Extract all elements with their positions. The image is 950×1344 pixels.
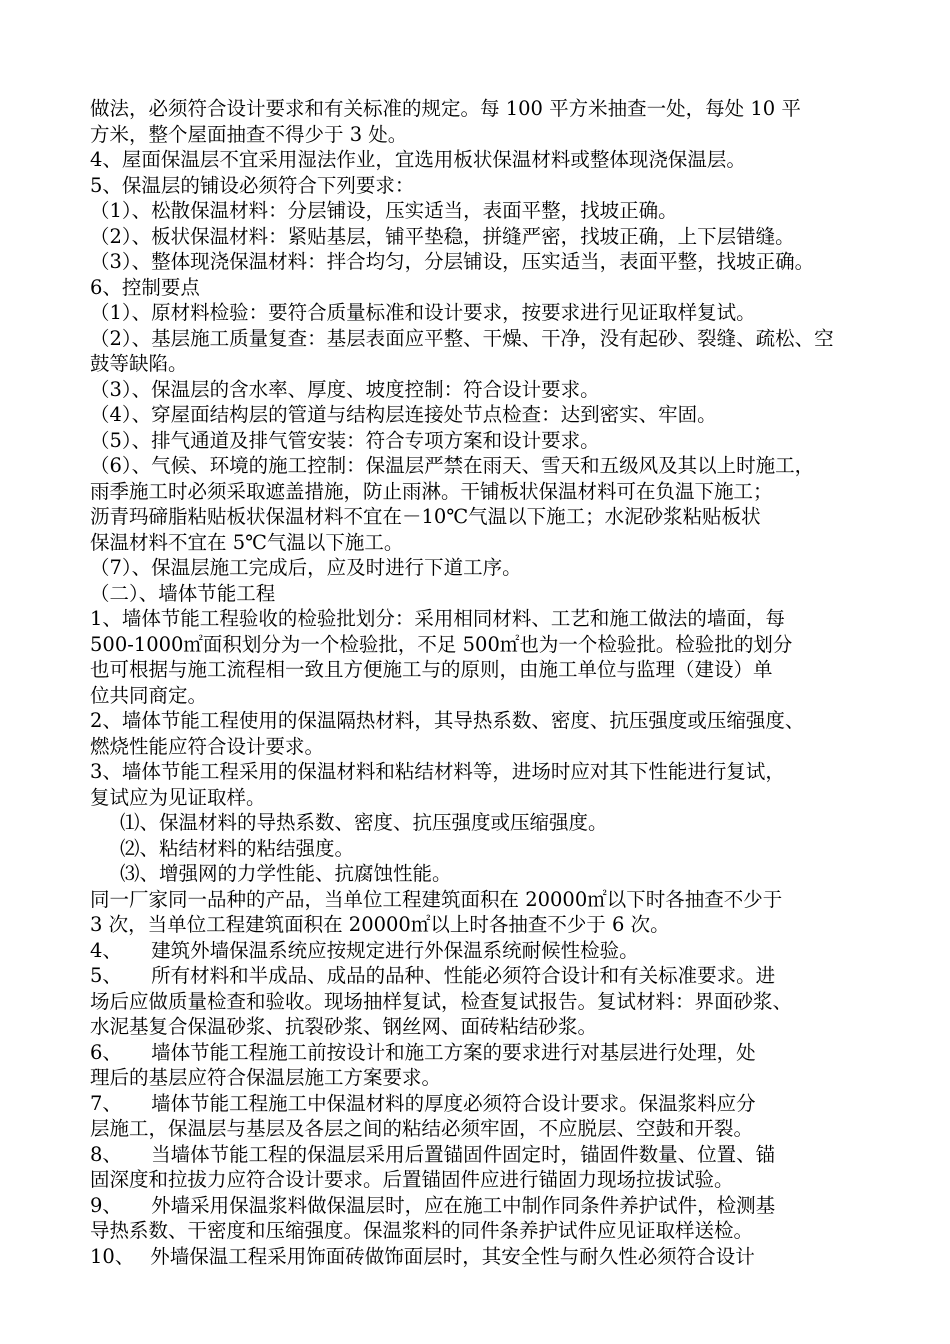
text-line: 场后应做质量检查和验收。现场抽样复试，检查复试报告。复试材料：界面砂浆、: [90, 989, 793, 1013]
text-line: 8、 当墙体节能工程的保温层采用后置锚固件固定时，锚固件数量、位置、锚: [90, 1142, 776, 1166]
text-line: 4、 建筑外墙保温系统应按规定进行外保温系统耐候性检验。: [90, 938, 639, 962]
text-line: 复试应为见证取样。: [90, 785, 266, 809]
text-line: 做法，必须符合设计要求和有关标准的规定。每 100 平方米抽查一处，每处 10 平: [90, 97, 801, 120]
text-line: （二）、墙体节能工程: [90, 581, 276, 605]
text-line: （5）、排气通道及排气管安装：符合专项方案和设计要求。: [90, 428, 600, 452]
text-line: 6、控制要点: [90, 275, 200, 299]
text-line: ⑴、保温材料的导热系数、密度、抗压强度或压缩强度。: [120, 811, 608, 834]
text-line: 1、墙体节能工程验收的检验批划分：采用相同材料、工艺和施工做法的墙面，每: [90, 607, 785, 630]
text-line: 同一厂家同一品种的产品，当单位工程建筑面积在 20000㎡以下时各抽查不少于: [90, 887, 783, 911]
text-line: （3）、保温层的含水率、厚度、坡度控制：符合设计要求。: [90, 377, 600, 401]
text-line: 导热系数、干密度和压缩强度。保温浆料的同件条养护试件应见证取样送检。: [90, 1219, 754, 1242]
text-line: ⑶、增强网的力学性能、抗腐蚀性能。: [120, 862, 452, 885]
text-line: 500-1000㎡面积划分为一个检验批，不足 500㎡也为一个检验批。检验批的划分: [90, 632, 793, 656]
text-line: 10、 外墙保温工程采用饰面砖做饰面层时，其安全性与耐久性必须符合设计: [90, 1244, 755, 1268]
text-line: 4、屋面保温层不宜采用湿法作业，宜选用板状保温材料或整体现浇保温层。: [90, 148, 746, 171]
text-line: 燃烧性能应符合设计要求。: [90, 734, 325, 758]
text-line: 雨季施工时必须采取遮盖措施，防止雨淋。干铺板状保温材料可在负温下施工；: [90, 479, 773, 503]
text-line: 方米，整个屋面抽查不得少于 3 处。: [90, 122, 408, 146]
text-line: （4）、穿屋面结构层的管道与结构层连接处节点检查：达到密实、牢固。: [90, 403, 717, 426]
text-line: （1）、松散保温材料：分层铺设，压实适当，表面平整，找坡正确。: [90, 199, 678, 222]
text-line: 保温材料不宜在 5℃气温以下施工。: [90, 530, 404, 554]
document-body: [90, 96, 862, 1269]
text-line: 固深度和拉拔力应符合设计要求。后置锚固件应进行锚固力现场拉拔试验。: [90, 1168, 734, 1191]
text-line: 层施工，保温层与基层及各层之间的粘结必须牢固，不应脱层、空鼓和开裂。: [90, 1117, 754, 1140]
text-line: 5、 所有材料和半成品、成品的品种、性能必须符合设计和有关标准要求。进: [90, 964, 776, 987]
text-line: ⑵、粘结材料的粘结强度。: [120, 836, 355, 860]
text-line: 3 次，当单位工程建筑面积在 20000㎡以上时各抽查不少于 6 次。: [90, 913, 670, 936]
text-line: 6、 墙体节能工程施工前按设计和施工方案的要求进行对基层进行处理，处: [90, 1040, 756, 1064]
text-line: 2、墙体节能工程使用的保温隔热材料，其导热系数、密度、抗压强度或压缩强度、: [90, 709, 805, 732]
text-line: 理后的基层应符合保温层施工方案要求。: [90, 1066, 442, 1089]
text-line: （2）、板状保温材料：紧贴基层，铺平垫稳，拼缝严密，找坡正确，上下层错缝。: [90, 224, 795, 248]
text-line: 9、 外墙采用保温浆料做保温层时，应在施工中制作同条件养护试件，检测基: [90, 1193, 776, 1217]
text-line: （1）、原材料检验：要符合质量标准和设计要求，按要求进行见证取样复试。: [90, 301, 756, 324]
text-line: 5、保温层的铺设必须符合下列要求：: [90, 173, 415, 197]
text-line: 鼓等缺陷。: [90, 352, 188, 375]
text-line: 水泥基复合保温砂浆、抗裂砂浆、钢丝网、面砖粘结砂浆。: [90, 1015, 598, 1038]
text-line: （2）、基层施工质量复查：基层表面应平整、干燥、干净，没有起砂、裂缝、疏松、空: [90, 326, 834, 350]
text-line: （3）、整体现浇保温材料：拌合均匀，分层铺设，压实适当，表面平整，找坡正确。: [90, 250, 815, 273]
text-line: 7、 墙体节能工程施工中保温材料的厚度必须符合设计要求。保温浆料应分: [90, 1091, 756, 1115]
text-line: （7）、保温层施工完成后，应及时进行下道工序。: [90, 556, 522, 579]
text-line: 也可根据与施工流程相一致且方便施工与的原则，由施工单位与监理（建设）单: [90, 658, 773, 681]
text-line: 3、墙体节能工程采用的保温材料和粘结材料等，进场时应对其下性能进行复试，: [90, 760, 785, 783]
text-line: 沥青玛碲脂粘贴板状保温材料不宜在－10℃气温以下施工；水泥砂浆粘贴板状: [90, 505, 761, 528]
text-line: （6）、气候、环境的施工控制：保温层严禁在雨天、雪天和五级风及其以上时施工，: [90, 454, 815, 477]
text-line: 位共同商定。: [90, 683, 208, 707]
